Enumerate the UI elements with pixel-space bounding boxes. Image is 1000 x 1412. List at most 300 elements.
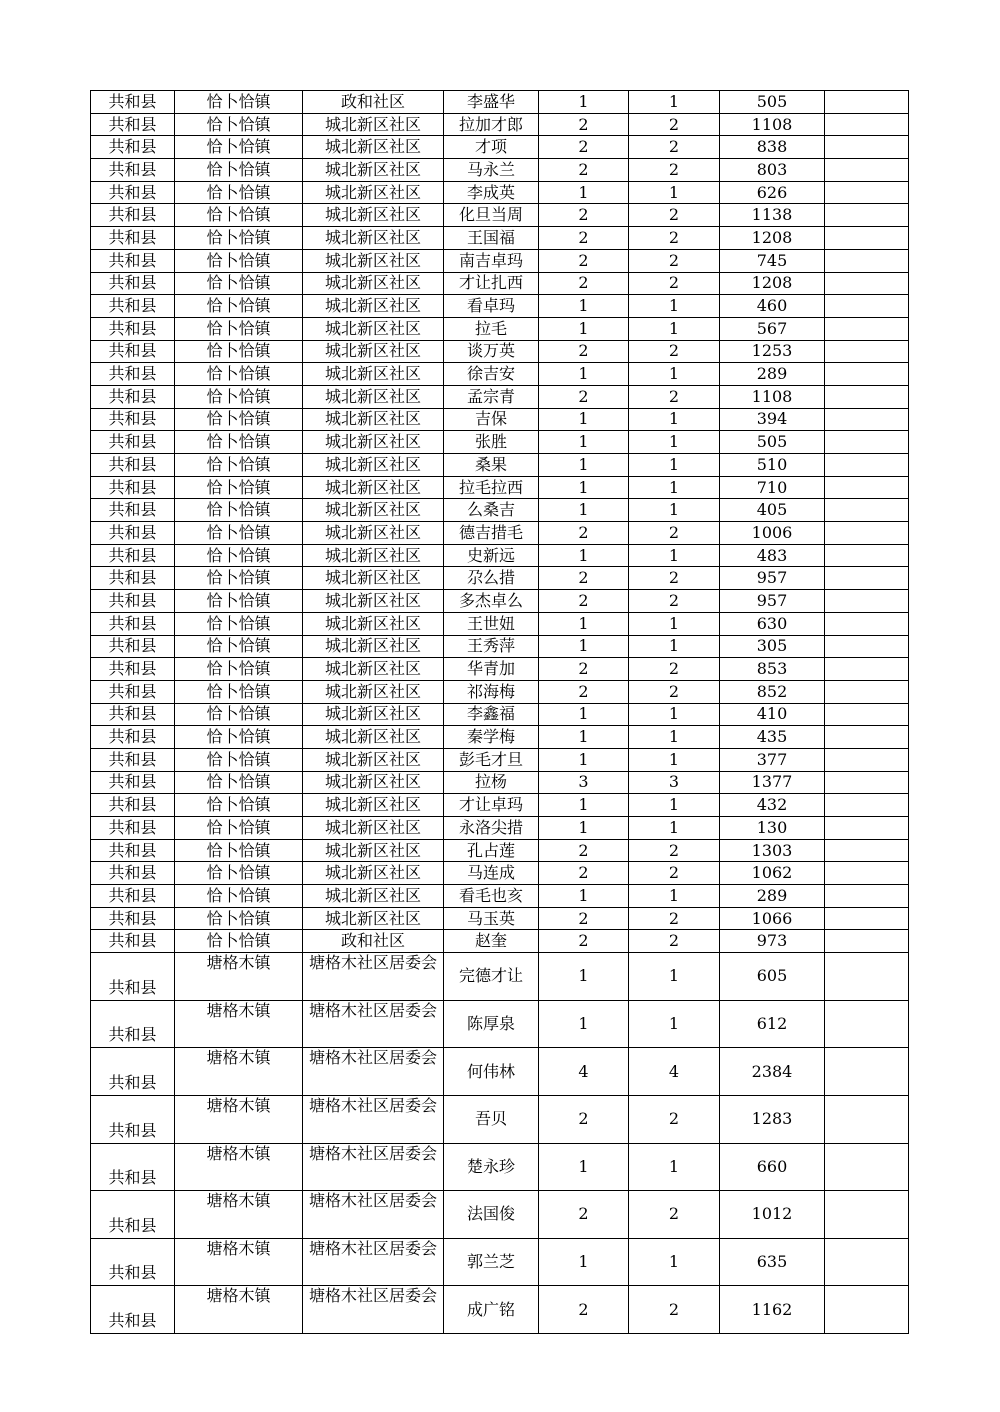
household-count-cell: 1: [539, 431, 629, 454]
town-cell: 恰卜恰镇: [175, 862, 303, 885]
town-cell: 恰卜恰镇: [175, 703, 303, 726]
name-cell: 楚永珍: [444, 1143, 539, 1191]
remark-cell: [825, 1048, 909, 1096]
county-cell: 共和县: [91, 363, 175, 386]
name-cell: 吾贝: [444, 1095, 539, 1143]
town-cell: 塘格木镇: [175, 1191, 303, 1239]
remark-cell: [825, 249, 909, 272]
household-count-cell: 2: [539, 249, 629, 272]
household-count-cell: 2: [539, 340, 629, 363]
town-cell: 恰卜恰镇: [175, 522, 303, 545]
person-count-cell: 1: [629, 91, 720, 114]
community-cell: 城北新区社区: [303, 590, 444, 613]
household-count-cell: 1: [539, 885, 629, 908]
person-count-cell: 1: [629, 953, 720, 1001]
town-cell: 恰卜恰镇: [175, 181, 303, 204]
remark-cell: [825, 748, 909, 771]
household-count-cell: 1: [539, 499, 629, 522]
county-cell: 共和县: [91, 907, 175, 930]
person-count-cell: 1: [629, 408, 720, 431]
person-count-cell: 2: [629, 567, 720, 590]
community-cell: 城北新区社区: [303, 136, 444, 159]
county-cell: 共和县: [91, 340, 175, 363]
county-cell: 共和县: [91, 204, 175, 227]
name-cell: 法国俊: [444, 1191, 539, 1239]
table-row: [91, 1191, 909, 1239]
name-cell: 张胜: [444, 431, 539, 454]
table-row: [91, 1048, 909, 1096]
community-cell: 城北新区社区: [303, 794, 444, 817]
community-cell: 城北新区社区: [303, 817, 444, 840]
amount-cell: 838: [720, 136, 825, 159]
amount-cell: 377: [720, 748, 825, 771]
county-cell: 共和县: [91, 930, 175, 953]
table-row: [91, 839, 909, 862]
name-cell: 南吉卓玛: [444, 249, 539, 272]
county-cell: 共和县: [91, 1048, 175, 1096]
remark-cell: [825, 522, 909, 545]
household-count-cell: 3: [539, 771, 629, 794]
remark-cell: [825, 885, 909, 908]
person-count-cell: 2: [629, 680, 720, 703]
person-count-cell: 2: [629, 1095, 720, 1143]
household-count-cell: 1: [539, 476, 629, 499]
community-cell: 城北新区社区: [303, 340, 444, 363]
community-cell: 塘格木社区居委会: [303, 1238, 444, 1286]
person-count-cell: 2: [629, 590, 720, 613]
table-row: [91, 340, 909, 363]
name-cell: 完德才让: [444, 953, 539, 1001]
county-cell: 共和县: [91, 113, 175, 136]
remark-cell: [825, 590, 909, 613]
name-cell: 才项: [444, 136, 539, 159]
community-cell: 城北新区社区: [303, 703, 444, 726]
table-row: [91, 885, 909, 908]
county-cell: 共和县: [91, 635, 175, 658]
table-row: [91, 454, 909, 477]
county-cell: 共和县: [91, 567, 175, 590]
remark-cell: [825, 408, 909, 431]
person-count-cell: 2: [629, 1286, 720, 1334]
household-count-cell: 1: [539, 726, 629, 749]
town-cell: 恰卜恰镇: [175, 91, 303, 114]
remark-cell: [825, 953, 909, 1001]
town-cell: 恰卜恰镇: [175, 771, 303, 794]
community-cell: 城北新区社区: [303, 658, 444, 681]
remark-cell: [825, 1286, 909, 1334]
remark-cell: [825, 317, 909, 340]
table-row: [91, 862, 909, 885]
table-row: [91, 317, 909, 340]
name-cell: 才让卓玛: [444, 794, 539, 817]
household-count-cell: 1: [539, 953, 629, 1001]
community-cell: 城北新区社区: [303, 522, 444, 545]
table-body: [91, 91, 909, 1334]
town-cell: 恰卜恰镇: [175, 317, 303, 340]
community-cell: 城北新区社区: [303, 544, 444, 567]
name-cell: 尕么措: [444, 567, 539, 590]
amount-cell: 289: [720, 363, 825, 386]
community-cell: 城北新区社区: [303, 249, 444, 272]
table-row: [91, 522, 909, 545]
town-cell: 恰卜恰镇: [175, 249, 303, 272]
household-count-cell: 2: [539, 522, 629, 545]
community-cell: 城北新区社区: [303, 408, 444, 431]
household-count-cell: 2: [539, 907, 629, 930]
household-count-cell: 2: [539, 862, 629, 885]
household-count-cell: 1: [539, 748, 629, 771]
table-row: [91, 1238, 909, 1286]
household-count-cell: 1: [539, 635, 629, 658]
household-count-cell: 1: [539, 317, 629, 340]
county-cell: 共和县: [91, 522, 175, 545]
remark-cell: [825, 272, 909, 295]
name-cell: 拉毛: [444, 317, 539, 340]
amount-cell: 567: [720, 317, 825, 340]
county-cell: 共和县: [91, 227, 175, 250]
table-row: [91, 680, 909, 703]
town-cell: 塘格木镇: [175, 1286, 303, 1334]
amount-cell: 612: [720, 1000, 825, 1048]
person-count-cell: 2: [629, 658, 720, 681]
table-row: [91, 136, 909, 159]
amount-cell: 1012: [720, 1191, 825, 1239]
amount-cell: 460: [720, 295, 825, 318]
town-cell: 恰卜恰镇: [175, 612, 303, 635]
person-count-cell: 1: [629, 544, 720, 567]
name-cell: 看卓玛: [444, 295, 539, 318]
person-count-cell: 2: [629, 340, 720, 363]
remark-cell: [825, 862, 909, 885]
person-count-cell: 2: [629, 249, 720, 272]
town-cell: 塘格木镇: [175, 1048, 303, 1096]
remark-cell: [825, 703, 909, 726]
person-count-cell: 2: [629, 930, 720, 953]
town-cell: 恰卜恰镇: [175, 817, 303, 840]
community-cell: 城北新区社区: [303, 204, 444, 227]
community-cell: 城北新区社区: [303, 113, 444, 136]
remark-cell: [825, 839, 909, 862]
name-cell: 李鑫福: [444, 703, 539, 726]
community-cell: 塘格木社区居委会: [303, 1000, 444, 1048]
county-cell: 共和县: [91, 249, 175, 272]
town-cell: 恰卜恰镇: [175, 136, 303, 159]
remark-cell: [825, 635, 909, 658]
name-cell: 王世妞: [444, 612, 539, 635]
town-cell: 塘格木镇: [175, 1143, 303, 1191]
amount-cell: 130: [720, 817, 825, 840]
table-row: [91, 113, 909, 136]
person-count-cell: 1: [629, 885, 720, 908]
person-count-cell: 2: [629, 1191, 720, 1239]
county-cell: 共和县: [91, 317, 175, 340]
remark-cell: [825, 930, 909, 953]
town-cell: 恰卜恰镇: [175, 295, 303, 318]
remark-cell: [825, 204, 909, 227]
community-cell: 城北新区社区: [303, 635, 444, 658]
name-cell: 多杰卓么: [444, 590, 539, 613]
table-row: [91, 204, 909, 227]
person-count-cell: 1: [629, 1000, 720, 1048]
table-row: [91, 227, 909, 250]
remark-cell: [825, 136, 909, 159]
name-cell: 桑果: [444, 454, 539, 477]
community-cell: 城北新区社区: [303, 726, 444, 749]
county-cell: 共和县: [91, 431, 175, 454]
community-cell: 政和社区: [303, 91, 444, 114]
household-count-cell: 2: [539, 1191, 629, 1239]
person-count-cell: 2: [629, 159, 720, 182]
amount-cell: 410: [720, 703, 825, 726]
table-row: [91, 726, 909, 749]
remark-cell: [825, 476, 909, 499]
household-count-cell: 1: [539, 794, 629, 817]
name-cell: 才让扎西: [444, 272, 539, 295]
county-cell: 共和县: [91, 680, 175, 703]
town-cell: 恰卜恰镇: [175, 839, 303, 862]
community-cell: 城北新区社区: [303, 181, 444, 204]
town-cell: 恰卜恰镇: [175, 885, 303, 908]
name-cell: 马连成: [444, 862, 539, 885]
county-cell: 共和县: [91, 159, 175, 182]
remark-cell: [825, 1095, 909, 1143]
amount-cell: 505: [720, 91, 825, 114]
table-row: [91, 794, 909, 817]
person-count-cell: 1: [629, 295, 720, 318]
person-count-cell: 1: [629, 817, 720, 840]
person-count-cell: 1: [629, 726, 720, 749]
amount-cell: 1162: [720, 1286, 825, 1334]
amount-cell: 432: [720, 794, 825, 817]
remark-cell: [825, 295, 909, 318]
household-count-cell: 1: [539, 817, 629, 840]
amount-cell: 660: [720, 1143, 825, 1191]
person-count-cell: 1: [629, 431, 720, 454]
name-cell: 吉保: [444, 408, 539, 431]
table-row: [91, 295, 909, 318]
person-count-cell: 1: [629, 1238, 720, 1286]
amount-cell: 626: [720, 181, 825, 204]
name-cell: 孔占莲: [444, 839, 539, 862]
county-cell: 共和县: [91, 703, 175, 726]
county-cell: 共和县: [91, 408, 175, 431]
amount-cell: 1208: [720, 227, 825, 250]
name-cell: 德吉措毛: [444, 522, 539, 545]
county-cell: 共和县: [91, 1095, 175, 1143]
household-count-cell: 1: [539, 454, 629, 477]
county-cell: 共和县: [91, 1286, 175, 1334]
amount-cell: 605: [720, 953, 825, 1001]
town-cell: 恰卜恰镇: [175, 658, 303, 681]
remark-cell: [825, 91, 909, 114]
name-cell: 秦学梅: [444, 726, 539, 749]
amount-cell: 1108: [720, 113, 825, 136]
community-cell: 城北新区社区: [303, 839, 444, 862]
name-cell: 王秀萍: [444, 635, 539, 658]
community-cell: 塘格木社区居委会: [303, 1286, 444, 1334]
community-cell: 城北新区社区: [303, 317, 444, 340]
person-count-cell: 4: [629, 1048, 720, 1096]
person-count-cell: 1: [629, 635, 720, 658]
name-cell: 郭兰芝: [444, 1238, 539, 1286]
town-cell: 恰卜恰镇: [175, 159, 303, 182]
household-count-cell: 4: [539, 1048, 629, 1096]
town-cell: 恰卜恰镇: [175, 204, 303, 227]
county-cell: 共和县: [91, 136, 175, 159]
amount-cell: 973: [720, 930, 825, 953]
household-count-cell: 2: [539, 385, 629, 408]
person-count-cell: 2: [629, 272, 720, 295]
remark-cell: [825, 817, 909, 840]
county-cell: 共和县: [91, 885, 175, 908]
household-count-cell: 2: [539, 930, 629, 953]
town-cell: 恰卜恰镇: [175, 363, 303, 386]
amount-cell: 1066: [720, 907, 825, 930]
name-cell: 谈万英: [444, 340, 539, 363]
remark-cell: [825, 612, 909, 635]
household-count-cell: 2: [539, 680, 629, 703]
amount-cell: 957: [720, 590, 825, 613]
community-cell: 城北新区社区: [303, 885, 444, 908]
person-count-cell: 2: [629, 113, 720, 136]
county-cell: 共和县: [91, 726, 175, 749]
amount-cell: 1283: [720, 1095, 825, 1143]
town-cell: 恰卜恰镇: [175, 499, 303, 522]
county-cell: 共和县: [91, 794, 175, 817]
community-cell: 城北新区社区: [303, 363, 444, 386]
table-row: [91, 476, 909, 499]
amount-cell: 1208: [720, 272, 825, 295]
name-cell: 何伟林: [444, 1048, 539, 1096]
name-cell: 拉毛拉西: [444, 476, 539, 499]
household-count-cell: 2: [539, 159, 629, 182]
remark-cell: [825, 499, 909, 522]
county-cell: 共和县: [91, 771, 175, 794]
county-cell: 共和县: [91, 544, 175, 567]
town-cell: 恰卜恰镇: [175, 794, 303, 817]
remark-cell: [825, 771, 909, 794]
table-row: [91, 703, 909, 726]
amount-cell: 1253: [720, 340, 825, 363]
community-cell: 城北新区社区: [303, 454, 444, 477]
table-row: [91, 817, 909, 840]
amount-cell: 2384: [720, 1048, 825, 1096]
remark-cell: [825, 363, 909, 386]
town-cell: 恰卜恰镇: [175, 680, 303, 703]
person-count-cell: 1: [629, 794, 720, 817]
name-cell: 徐吉安: [444, 363, 539, 386]
town-cell: 恰卜恰镇: [175, 385, 303, 408]
household-count-cell: 1: [539, 181, 629, 204]
name-cell: 化旦当周: [444, 204, 539, 227]
community-cell: 城北新区社区: [303, 295, 444, 318]
community-cell: 城北新区社区: [303, 385, 444, 408]
town-cell: 恰卜恰镇: [175, 431, 303, 454]
amount-cell: 745: [720, 249, 825, 272]
table-row: [91, 748, 909, 771]
remark-cell: [825, 907, 909, 930]
name-cell: 王国福: [444, 227, 539, 250]
name-cell: 赵奎: [444, 930, 539, 953]
relief-roster-table: [90, 90, 909, 1334]
community-cell: 城北新区社区: [303, 771, 444, 794]
table-row: [91, 181, 909, 204]
town-cell: 恰卜恰镇: [175, 476, 303, 499]
community-cell: 塘格木社区居委会: [303, 1143, 444, 1191]
county-cell: 共和县: [91, 295, 175, 318]
table-row: [91, 907, 909, 930]
amount-cell: 483: [720, 544, 825, 567]
community-cell: 城北新区社区: [303, 907, 444, 930]
household-count-cell: 1: [539, 408, 629, 431]
amount-cell: 957: [720, 567, 825, 590]
community-cell: 塘格木社区居委会: [303, 1048, 444, 1096]
person-count-cell: 1: [629, 748, 720, 771]
community-cell: 城北新区社区: [303, 159, 444, 182]
county-cell: 共和县: [91, 499, 175, 522]
household-count-cell: 2: [539, 136, 629, 159]
community-cell: 塘格木社区居委会: [303, 1191, 444, 1239]
name-cell: 祁海梅: [444, 680, 539, 703]
county-cell: 共和县: [91, 953, 175, 1001]
name-cell: 华青加: [444, 658, 539, 681]
table-row: [91, 249, 909, 272]
table-row: [91, 590, 909, 613]
table-row: [91, 272, 909, 295]
amount-cell: 630: [720, 612, 825, 635]
county-cell: 共和县: [91, 476, 175, 499]
community-cell: 城北新区社区: [303, 227, 444, 250]
county-cell: 共和县: [91, 839, 175, 862]
household-count-cell: 1: [539, 612, 629, 635]
person-count-cell: 2: [629, 522, 720, 545]
town-cell: 塘格木镇: [175, 1000, 303, 1048]
town-cell: 塘格木镇: [175, 1095, 303, 1143]
table-row: [91, 408, 909, 431]
name-cell: 么桑吉: [444, 499, 539, 522]
community-cell: 塘格木社区居委会: [303, 953, 444, 1001]
name-cell: 马永兰: [444, 159, 539, 182]
table-row: [91, 771, 909, 794]
remark-cell: [825, 454, 909, 477]
name-cell: 李成英: [444, 181, 539, 204]
county-cell: 共和县: [91, 1143, 175, 1191]
remark-cell: [825, 544, 909, 567]
town-cell: 恰卜恰镇: [175, 340, 303, 363]
household-count-cell: 2: [539, 658, 629, 681]
community-cell: 城北新区社区: [303, 567, 444, 590]
table-row: [91, 635, 909, 658]
town-cell: 恰卜恰镇: [175, 567, 303, 590]
remark-cell: [825, 385, 909, 408]
remark-cell: [825, 431, 909, 454]
remark-cell: [825, 227, 909, 250]
person-count-cell: 2: [629, 227, 720, 250]
town-cell: 恰卜恰镇: [175, 726, 303, 749]
name-cell: 拉杨: [444, 771, 539, 794]
household-count-cell: 2: [539, 1286, 629, 1334]
amount-cell: 1062: [720, 862, 825, 885]
table-row: [91, 1000, 909, 1048]
county-cell: 共和县: [91, 454, 175, 477]
amount-cell: 394: [720, 408, 825, 431]
table-row: [91, 363, 909, 386]
county-cell: 共和县: [91, 590, 175, 613]
name-cell: 拉加才郎: [444, 113, 539, 136]
person-count-cell: 2: [629, 204, 720, 227]
household-count-cell: 2: [539, 839, 629, 862]
table-row: [91, 431, 909, 454]
